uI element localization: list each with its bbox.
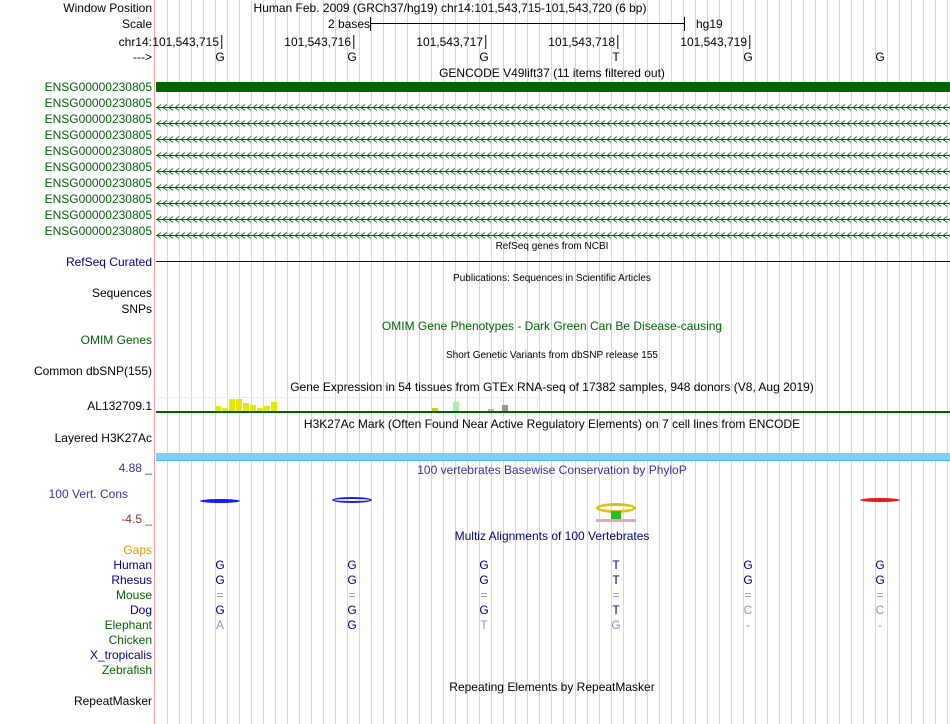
gtex-gene-label[interactable]: AL132709.1 [87,399,152,413]
common-dbsnp-label[interactable]: Common dbSNP(155) [33,364,152,378]
h3k27ac-signal[interactable] [156,453,950,461]
alignment-base: G [347,558,357,572]
species-label-x_tropicalis[interactable]: X_tropicalis [89,648,152,662]
alignment-base: G [611,618,621,632]
alignment-base: = [480,588,488,602]
gencode-item-label[interactable]: ENSG00000230805 [44,176,152,190]
alignment-base: G [479,573,489,587]
gencode-item-label[interactable]: ENSG00000230805 [44,192,152,206]
scale-right-tick [684,17,685,31]
position-tick: 101,543,717 [416,35,486,49]
species-label-rhesus[interactable]: Rhesus [111,573,152,587]
phylop-max-label: 4.88 _ [118,461,152,475]
gencode-gene-bar[interactable] [156,82,950,92]
sequence-base: G [215,50,225,64]
gaps-label: Gaps [123,543,152,557]
alignment-base: = [876,588,884,602]
alignment-base: G [743,573,753,587]
alignment-base: G [347,573,357,587]
gencode-transcript[interactable] [156,212,950,219]
gencode-transcript[interactable] [156,196,950,203]
alignment-base: G [875,573,885,587]
gencode-item-label[interactable]: ENSG00000230805 [44,96,152,110]
alignment-base: G [875,558,885,572]
alignment-base: = [612,588,620,602]
track-data-panel[interactable] [152,0,950,724]
gencode-item-label[interactable]: ENSG00000230805 [44,112,152,126]
alignment-base: T [480,618,488,632]
publications-title: Publications: Sequences in Scientific Articles [453,273,651,284]
alignment-base: G [215,573,225,587]
sequences-label[interactable]: Sequences [91,286,152,300]
gencode-item-label[interactable]: ENSG00000230805 [44,160,152,174]
snps-label[interactable]: SNPs [121,302,152,316]
track-labels-panel [0,0,155,724]
scale-text: 2 bases [328,17,371,31]
species-label-elephant[interactable]: Elephant [104,618,152,632]
repeatmasker-label[interactable]: RepeatMasker [73,694,152,708]
alignment-base: C [743,603,753,617]
h3k27ac-title: H3K27Ac Mark (Often Found Near Active Regulatory Elements) on 7 cell lines from ENCODE [303,417,801,431]
conservation-logo-G[interactable] [860,498,900,502]
alignment-base: G [479,603,489,617]
conservation-logo-T-base [596,519,636,522]
gencode-transcript[interactable] [156,116,950,123]
alignment-base: = [348,588,356,602]
alignment-base: - [878,618,882,632]
refseq-gene-line[interactable] [156,261,950,262]
window-title: Human Feb. 2009 (GRCh37/hg19) chr14:101,543,715-101,543,720 (6 bp) [253,1,647,15]
omim-genes-label[interactable]: OMIM Genes [80,333,152,347]
alignment-base: G [215,558,225,572]
alignment-base: G [479,558,489,572]
vert-cons-label[interactable]: 100 Vert. Cons [48,487,128,501]
sequence-base: G [875,50,885,64]
gencode-title: GENCODE V49lift37 (11 items filtered out) [439,66,665,80]
species-label-chicken[interactable]: Chicken [108,633,152,647]
species-label-human[interactable]: Human [113,558,152,572]
alignment-base: T [612,603,620,617]
assembly-text: hg19 [696,17,723,31]
gencode-transcript[interactable] [156,164,950,171]
gtex-title: Gene Expression in 54 tissues from GTEx RNA-seq of 17382 samples, 948 donors (V8, Aug 2019) [290,380,814,394]
alignment-base: T [612,558,620,572]
scale-label: Scale [121,17,152,31]
omim-title: OMIM Gene Phenotypes - Dark Green Can Be Disease-causing [381,319,723,333]
gencode-item-label[interactable]: ENSG00000230805 [44,128,152,142]
alignment-base: A [215,618,225,632]
species-label-mouse[interactable]: Mouse [115,588,152,602]
gencode-transcript[interactable] [156,100,950,107]
gencode-transcript[interactable] [156,180,950,187]
conservation-logo-G[interactable] [332,497,372,503]
gtex-tissue-bar[interactable] [229,399,235,413]
gtex-gene-line [156,411,950,413]
sequence-base: G [743,50,753,64]
position-tick: 101,543,716 [284,35,354,49]
species-label-dog[interactable]: Dog [129,603,152,617]
gencode-item-label[interactable]: ENSG00000230805 [44,144,152,158]
gtex-tissue-bar[interactable] [236,399,242,413]
phylop-min-label: -4.5 _ [121,512,152,526]
gencode-transcript[interactable] [156,228,950,235]
scale-bar [370,23,684,24]
gencode-item-label[interactable]: ENSG00000230805 [44,224,152,238]
repeatmasker-title: Repeating Elements by RepeatMasker [449,680,655,694]
gencode-transcript[interactable] [156,132,950,139]
layered-h3k27ac-label[interactable]: Layered H3K27Ac [54,431,152,445]
dbsnp-title: Short Genetic Variants from dbSNP release 155 [446,350,658,361]
alignment-base: = [744,588,752,602]
strand-label: ---> [133,50,152,64]
gencode-transcript[interactable] [156,148,950,155]
position-tick: 101,543,719 [680,35,750,49]
position-tick: 101,543,715 [152,35,222,49]
position-tick: 101,543,718 [548,35,618,49]
alignment-base: C [875,603,885,617]
chrom-label: chr14: [118,35,152,49]
conservation-logo-G[interactable] [200,499,240,503]
gencode-item-label[interactable]: ENSG00000230805 [44,80,152,94]
alignment-base: G [743,558,753,572]
gencode-item-label[interactable]: ENSG00000230805 [44,208,152,222]
refseq-title: RefSeq genes from NCBI [495,241,609,252]
sequence-base: G [347,50,357,64]
sequence-base: T [612,50,620,64]
alignment-base: - [746,618,750,632]
species-label-zebrafish[interactable]: Zebrafish [101,663,152,677]
alignment-base: G [215,603,225,617]
alignment-base: G [347,618,357,632]
alignment-base: = [216,588,224,602]
scale-left-tick [370,17,373,31]
phylop-title: 100 vertebrates Basewise Conservation by PhyloP [417,463,687,477]
multiz-title: Multiz Alignments of 100 Vertebrates [454,529,650,543]
window-position-label: Window Position [63,1,152,15]
refseq-curated-label[interactable]: RefSeq Curated [65,255,152,269]
alignment-base: G [347,603,357,617]
alignment-base: T [612,573,620,587]
sequence-base: G [479,50,489,64]
